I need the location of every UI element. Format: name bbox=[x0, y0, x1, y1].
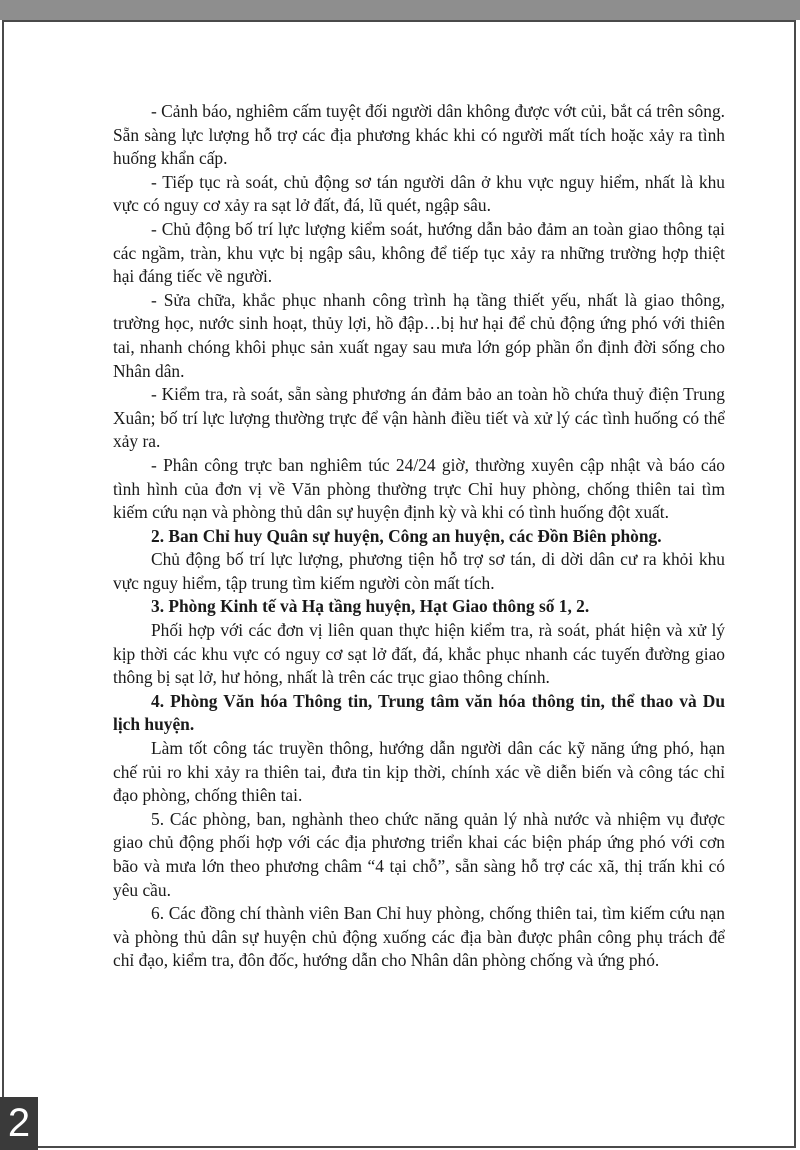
paragraph-culture-information: Làm tốt công tác truyền thông, hướng dẫn người dân các kỹ năng ứng phó, hạn chế rủi ro khi xảy ra thiên tai, đưa tin kịp thời, chính xác về diễn biến và công tác chỉ đạo phòng, chống thiên tai. bbox=[113, 738, 725, 806]
heading-culture-information: 4. Phòng Văn hóa Thông tin, Trung tâm văn hóa thông tin, thể thao và Du lịch huyện. bbox=[113, 690, 725, 735]
document-body bbox=[113, 100, 725, 973]
paragraph-traffic-control: - Chủ động bố trí lực lượng kiểm soát, hướng dẫn bảo đảm an toàn giao thông tại các ngầm, tràn, khu vực bị ngập sâu, không để tiếp tục xảy ra những trường hợp thiệt hại đáng tiếc về người. bbox=[113, 218, 725, 287]
paragraph-members: 6. Các đồng chí thành viên Ban Chỉ huy phòng, chống thiên tai, tìm kiếm cứu nạn và phòng thủ dân sự huyện chủ động xuống các địa bàn được phân công phụ trách để chỉ đạo, kiểm tra, đôn đốc, hướng dẫn cho Nhân dân phòng chống và ứng phó. bbox=[113, 903, 725, 971]
paragraph-economy-infrastructure: Phối hợp với các đơn vị liên quan thực hiện kiểm tra, rà soát, phát hiện và xử lý kịp thời các khu vực có nguy cơ sạt lở đất, đá, khắc phục nhanh các tuyến đường giao thông bị sạt lở, hư hỏng, nhất là trên các trục giao thông chính. bbox=[113, 620, 725, 688]
paragraph-warning: - Cảnh báo, nghiêm cấm tuyệt đối người dân không được vớt củi, bắt cá trên sông. Sẵn sàng lực lượng hỗ trợ các địa phương khác khi có người mất tích hoặc xảy ra tình huống khẩn cấp. bbox=[113, 101, 725, 169]
paragraph-departments: 5. Các phòng, ban, nghành theo chức năng quản lý nhà nước và nhiệm vụ được giao chủ động phối hợp với các địa phương triển khai các biện pháp ứng phó với cơn bão và mưa lớn theo phương châm “4 tại chỗ”, sẵn sàng hỗ trợ các xã, thị trấn khi có yêu cầu. bbox=[113, 808, 725, 900]
paragraph-evacuation: - Tiếp tục rà soát, chủ động sơ tán người dân ở khu vực nguy hiểm, nhất là khu vực có nguy cơ xảy ra sạt lở đất, đá, lũ quét, ngập sâu. bbox=[113, 171, 725, 216]
heading-military-police: 2. Ban Chỉ huy Quân sự huyện, Công an huyện, các Đồn Biên phòng. bbox=[151, 525, 662, 546]
paragraph-infrastructure: - Sửa chữa, khắc phục nhanh công trình hạ tầng thiết yếu, nhất là giao thông, trường học, nước sinh hoạt, thủy lợi, hồ đập…bị hư hại để chủ động ứng phó với thiên tai, nhanh chóng khôi phục sản xuất ngay sau mưa lớn góp phần ổn định đời sống cho Nhân dân. bbox=[113, 289, 725, 381]
page-number: 2 bbox=[0, 1097, 38, 1150]
paragraph-military-police: Chủ động bố trí lực lượng, phương tiện hỗ trợ sơ tán, di dời dân cư ra khỏi khu vực nguy hiểm, tập trung tìm kiếm người còn mất tích. bbox=[113, 549, 725, 593]
paragraph-reservoir: - Kiểm tra, rà soát, sẵn sàng phương án đảm bảo an toàn hồ chứa thuỷ điện Trung Xuân; bố trí lực lượng thường trực để vận hành điều tiết và xử lý các tình huống có thể xảy ra. bbox=[113, 384, 725, 452]
top-bar bbox=[0, 0, 800, 20]
heading-economy-infrastructure: 3. Phòng Kinh tế và Hạ tầng huyện, Hạt Giao thông số 1, 2. bbox=[151, 596, 590, 617]
paragraph-duty: - Phân công trực ban nghiêm túc 24/24 giờ, thường xuyên cập nhật và báo cáo tình hình của đơn vị về Văn phòng thường trực Chỉ huy phòng, chống thiên tai tìm kiếm cứu nạn và phòng thủ dân sự huyện định kỳ và khi có tình huống đột xuất. bbox=[113, 454, 725, 523]
